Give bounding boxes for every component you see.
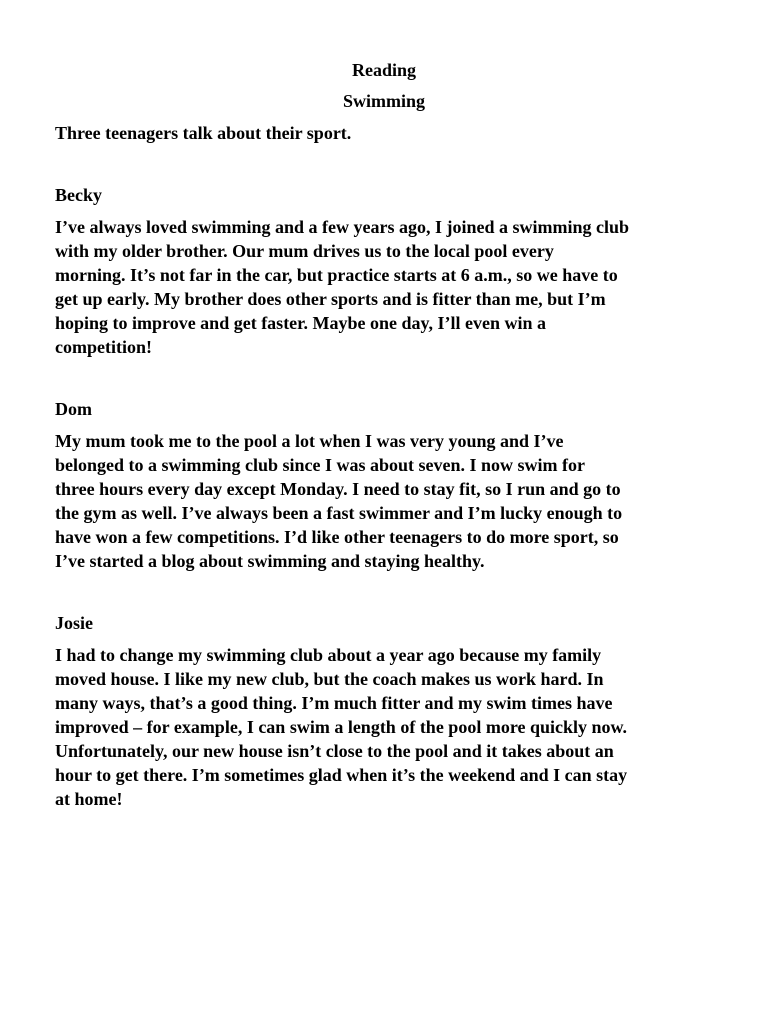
paragraph-line: competition!	[55, 337, 152, 357]
document-subtitle: Swimming	[342, 91, 425, 111]
paragraph-line: moved house. I like my new club, but the coach makes us work hard. In	[55, 669, 604, 689]
paragraph-line: hoping to improve and get faster. Maybe one day, I’ll even win a	[55, 313, 547, 333]
speaker-name: Josie	[55, 613, 93, 633]
document-title: Reading	[351, 60, 416, 80]
speaker-paragraph	[55, 429, 720, 573]
speaker-paragraph	[55, 215, 720, 359]
section-becky	[55, 183, 720, 359]
paragraph-line: three hours every day except Monday. I need to stay fit, so I run and go to	[55, 479, 621, 499]
intro-text: Three teenagers talk about their sport.	[55, 123, 352, 143]
section-josie	[55, 611, 720, 811]
paragraph-line: have won a few competitions. I’d like other teenagers to do more sport, so	[55, 527, 619, 547]
paragraph-line: I’ve always loved swimming and a few years ago, I joined a swimming club	[55, 217, 630, 237]
paragraph-line: at home!	[55, 789, 123, 809]
section-dom	[55, 397, 720, 573]
paragraph-line: belonged to a swimming club since I was about seven. I now swim for	[55, 455, 586, 475]
paragraph-line: improved – for example, I can swim a length of the pool more quickly now.	[55, 717, 628, 737]
document-page	[55, 58, 720, 811]
speaker-paragraph	[55, 643, 720, 811]
paragraph-line: get up early. My brother does other sports and is fitter than me, but I’m	[55, 289, 606, 309]
paragraph-line: I had to change my swimming club about a year ago because my family	[55, 645, 602, 665]
speaker-name: Dom	[55, 399, 92, 419]
paragraph-line: morning. It’s not far in the car, but practice starts at 6 a.m., so we have to	[55, 265, 618, 285]
speaker-name: Becky	[55, 185, 102, 205]
paragraph-line: Unfortunately, our new house isn’t close to the pool and it takes about an	[55, 741, 614, 761]
paragraph-line: hour to get there. I’m sometimes glad when it’s the weekend and I can stay	[55, 765, 628, 785]
paragraph-line: the gym as well. I’ve always been a fast swimmer and I’m lucky enough to	[55, 503, 623, 523]
paragraph-line: many ways, that’s a good thing. I’m much fitter and my swim times have	[55, 693, 613, 713]
paragraph-line: My mum took me to the pool a lot when I was very young and I’ve	[55, 431, 564, 451]
paragraph-line: with my older brother. Our mum drives us to the local pool every	[55, 241, 554, 261]
paragraph-line: I’ve started a blog about swimming and staying healthy.	[55, 551, 485, 571]
